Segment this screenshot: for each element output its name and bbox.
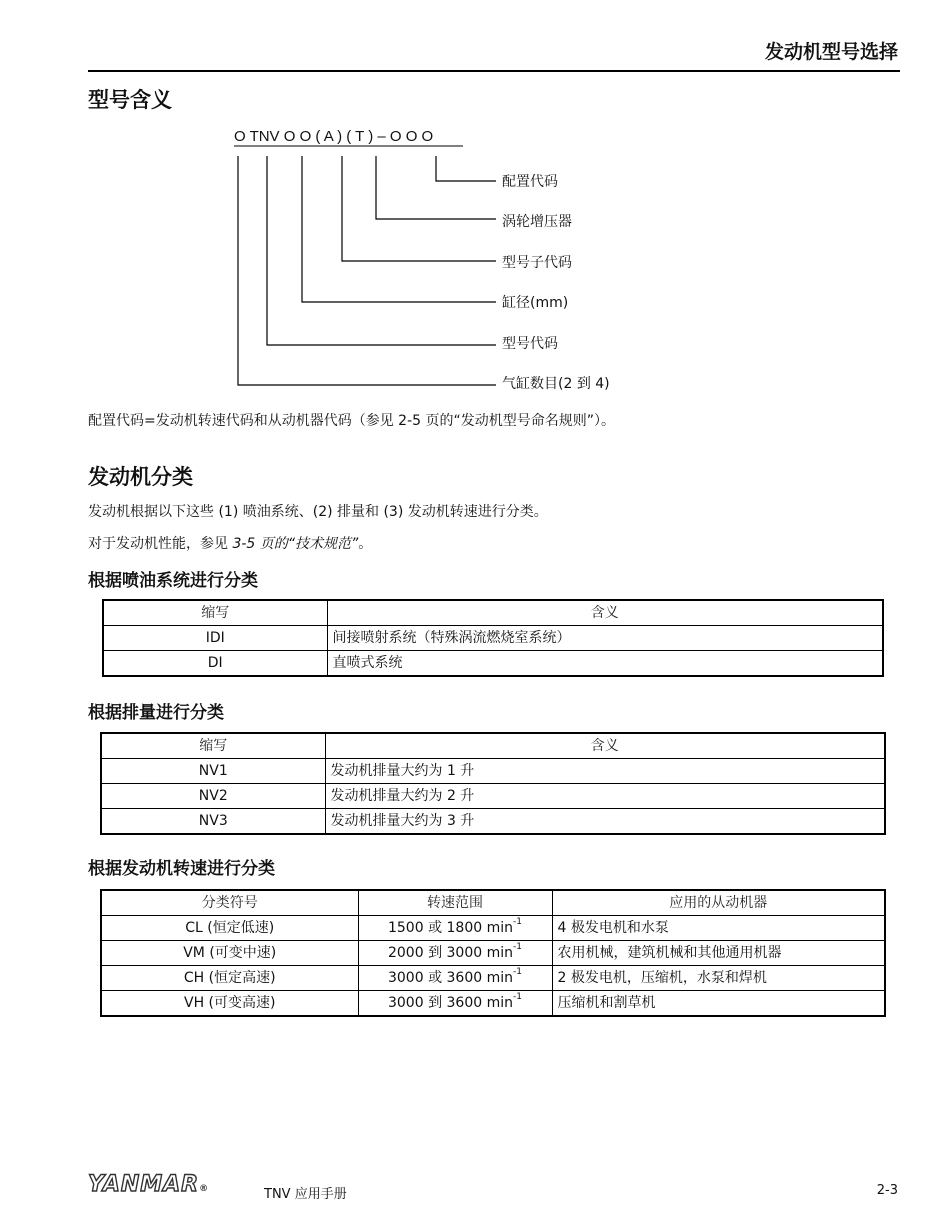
page-header-title: 发动机型号选择 xyxy=(764,41,898,63)
model-code-diagram xyxy=(0,0,950,400)
model-code-pattern: O TNV O O ( A ) ( T ) – O O O xyxy=(234,128,434,145)
cell-abbr: IDI xyxy=(103,626,327,651)
cell-speed-range: 3000 或 3600 $\min^{-1}$ xyxy=(358,966,552,991)
table-row xyxy=(101,809,885,835)
cell-meaning: 发动机排量大约为 1 升 xyxy=(325,759,885,784)
table-row xyxy=(101,759,885,784)
yanmar-logo: YANMAR® xyxy=(88,1172,210,1197)
cell-speed-range: 2000 到 3000 $\min^{-1}$ xyxy=(358,941,552,966)
label-turbo: 涡轮增压器 xyxy=(502,214,572,230)
reference-prefix: 对于发动机性能，参见 xyxy=(88,536,233,552)
fuel-table-title: 根据喷油系统进行分类 xyxy=(88,571,258,591)
cell-application: 农用机械，建筑机械和其他通用机器 xyxy=(552,941,885,966)
cell-meaning: 发动机排量大约为 2 升 xyxy=(325,784,885,809)
header-cell-abbr: 缩写 xyxy=(103,600,327,626)
table-header-row xyxy=(103,600,883,626)
speed-table-title: 根据发动机转速进行分类 xyxy=(88,859,275,879)
leader-model-code xyxy=(267,156,496,345)
label-cylinders: 气缸数目(2 到 4) xyxy=(502,376,610,392)
header-cell-meaning: 含义 xyxy=(325,733,885,759)
label-bore: 缸径(mm) xyxy=(502,295,569,311)
table-row xyxy=(103,651,883,677)
displacement-table-title: 根据排量进行分类 xyxy=(88,703,224,723)
table-row xyxy=(101,966,885,991)
fuel-system-table xyxy=(102,599,884,677)
table-row xyxy=(101,916,885,941)
table-row xyxy=(101,991,885,1017)
label-model-code: 型号代码 xyxy=(502,336,558,352)
reference-link-spec[interactable]: 3-5 页的“技术规范” xyxy=(232,536,359,552)
cell-meaning: 间接喷射系统（特殊涡流燃烧室系统） xyxy=(327,626,883,651)
speed-table xyxy=(100,889,886,1017)
cell-speed-range: 1500 或 1800 $\min^{-1}$ xyxy=(358,916,552,941)
label-sub-code: 型号子代码 xyxy=(502,255,572,271)
cell-application: 4 极发电机和水泵 xyxy=(552,916,885,941)
footer-manual-name: TNV 应用手册 xyxy=(264,1187,347,1202)
cell-speed-range: 3000 到 3600 $\min^{-1}$ xyxy=(358,991,552,1017)
leader-bore xyxy=(302,156,496,302)
header-cell-symbol: 分类符号 xyxy=(101,890,358,916)
header-cell-application: 应用的从动机器 xyxy=(552,890,885,916)
cell-application: 压缩机和割草机 xyxy=(552,991,885,1017)
cell-abbr: NV3 xyxy=(101,809,325,835)
leader-config-code xyxy=(436,156,496,181)
cell-abbr: NV1 xyxy=(101,759,325,784)
leader-sub-code xyxy=(342,156,496,261)
cell-abbr: NV2 xyxy=(101,784,325,809)
header-cell-meaning: 含义 xyxy=(327,600,883,626)
cell-meaning: 发动机排量大约为 3 升 xyxy=(325,809,885,835)
performance-reference xyxy=(88,533,372,553)
table-row xyxy=(103,626,883,651)
table-row xyxy=(101,941,885,966)
cell-meaning: 直喷式系统 xyxy=(327,651,883,677)
table-row xyxy=(101,784,885,809)
leader-cylinders xyxy=(238,156,496,385)
header-cell-speed-range: 转速范围 xyxy=(358,890,552,916)
cell-symbol: CL (恒定低速) xyxy=(101,916,358,941)
cell-symbol: CH (恒定高速) xyxy=(101,966,358,991)
header-cell-abbr: 缩写 xyxy=(101,733,325,759)
cell-symbol: VM (可变中速) xyxy=(101,941,358,966)
cell-application: 2 极发电机，压缩机，水泵和焊机 xyxy=(552,966,885,991)
config-code-note: 配置代码=发动机转速代码和从动机器代码（参见 2-5 页的“发动机型号命名规则”）。 xyxy=(88,413,616,429)
reference-suffix: 。 xyxy=(358,536,373,552)
section-title-model-meaning: 型号含义 xyxy=(88,88,172,112)
page-number: 2-3 xyxy=(876,1183,898,1198)
classification-intro: 发动机根据以下这些 (1) 喷油系统、(2) 排量和 (3) 发动机转速进行分类。 xyxy=(88,504,548,520)
table-header-row xyxy=(101,890,885,916)
cell-symbol: VH (可变高速) xyxy=(101,991,358,1017)
label-config-code: 配置代码 xyxy=(502,174,558,190)
displacement-table xyxy=(100,732,886,835)
section-title-classification: 发动机分类 xyxy=(88,465,193,489)
cell-abbr: DI xyxy=(103,651,327,677)
table-header-row xyxy=(101,733,885,759)
